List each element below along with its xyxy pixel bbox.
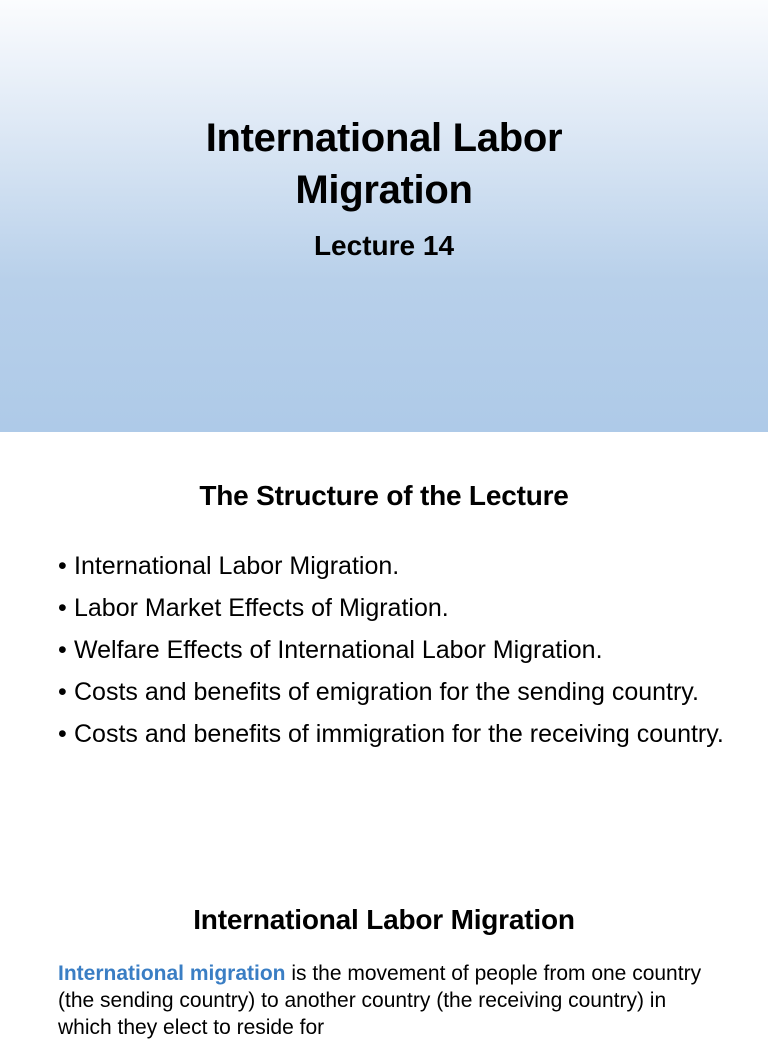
bullet-marker: • [58,552,67,580]
structure-slide [0,432,768,864]
bullet-marker: • [58,678,67,706]
bullet-item [58,549,738,584]
bullet-item [58,717,738,752]
bullet-item [58,633,738,668]
bullet-text: Labor Market Effects of Migration. [74,594,449,622]
structure-slide-title: The Structure of the Lecture [199,480,569,511]
bullet-text: International Labor Migration. [74,552,400,580]
bullet-text: Costs and benefits of immigration for the receiving country. [74,720,724,748]
bullet-list [58,549,738,759]
slide-title [0,112,768,216]
title-slide [0,0,768,432]
slide-title-line-1: International Labor [205,116,563,160]
bullet-text: Welfare Effects of International Labor Migration. [74,636,603,664]
bullet-item [58,675,738,710]
bullet-marker: • [58,720,67,748]
definition-paragraph [58,960,718,1041]
definition-slide-title: International Labor Migration [193,904,575,935]
definition-slide [0,864,768,1039]
bullet-item [58,591,738,626]
slide-subtitle: Lecture 14 [313,230,455,261]
definition-text: is the movement of people from one country (the sending country) to another country (the receiving country) in which they elect to reside for [58,962,702,1039]
slide-title-line-2: Migration [295,168,473,212]
bullet-marker: • [58,594,67,622]
bullet-marker: • [58,636,67,664]
bullet-text: Costs and benefits of emigration for the sending country. [74,678,699,706]
highlighted-term: International migration [58,962,286,985]
